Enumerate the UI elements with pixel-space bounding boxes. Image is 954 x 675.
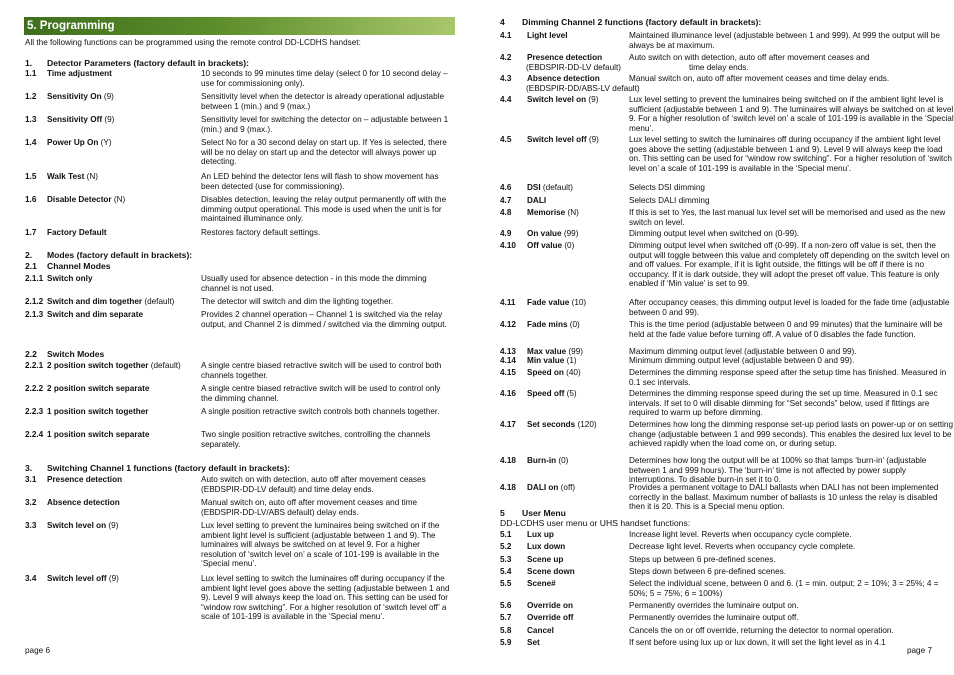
item-label: Burn-in (0)	[527, 456, 569, 465]
item-default: (10)	[569, 298, 587, 307]
item-number: 3.1	[25, 475, 37, 484]
item-description: 10 seconds to 99 minutes time delay (select 0 for 10 second delay – use for commissioning only).	[201, 69, 448, 88]
item-label: Switch only	[47, 274, 93, 283]
item-label: Cancel	[527, 626, 554, 635]
item-description: If sent before using lux up or lux down, it will set the light level as in 4.1	[629, 638, 886, 647]
item-description: Minimum dimming output level (adjustable between 0 and 99).	[629, 356, 855, 365]
item-number: 5.4	[500, 567, 512, 576]
item-label: On value (99)	[527, 229, 579, 238]
item-label: Scene up	[527, 555, 564, 564]
item-default: (N)	[111, 195, 126, 204]
item-default: (off)	[558, 483, 576, 492]
item-label: Switch level on (9)	[527, 95, 599, 104]
item-description: Auto switch on with detection, auto off after movement ceases (EBDSPIR-DD-LV default) and time delay ends.	[201, 475, 426, 494]
item-label: 2 position switch together (default)	[47, 361, 181, 370]
item-description: Manual switch on, auto off after movement ceases and time delay ends.	[629, 74, 890, 83]
item-label: Switch level off (9)	[47, 574, 119, 583]
item-label: 1 position switch together	[47, 407, 149, 416]
item-default: (9)	[102, 115, 115, 124]
item-description: Two single position retractive switches, controlling the channels separately.	[201, 430, 431, 449]
item-default: (9)	[106, 521, 119, 530]
item-number: 3.3	[25, 521, 37, 530]
item-label: 2 position switch separate	[47, 384, 150, 393]
item-label: Sensitivity Off (9)	[47, 115, 115, 124]
item-description: Selects DALI dimming	[629, 196, 710, 205]
item-description: Dimming output level when switched off (0-99). If a non-zero off value is set, then the output will toggle between this value and completely off depending on the switch level on and off values. For example, if it is light outside, the fittings will be off if there is no occupancy. If it is dark outside, they will adopt the preset off value. This feature is only enabled if ‘Min value’ is set to 99.	[629, 241, 950, 289]
item-description: Maintained illuminance level (adjustable between 1 and 999). At 999 the output will be always be at maximum.	[629, 31, 940, 50]
item-label: Switch level on (9)	[47, 521, 119, 530]
item-description: A single position retractive switch controls both channels together.	[201, 407, 440, 416]
item-label: Disable Detector (N)	[47, 195, 126, 204]
item-number: 1.3	[25, 115, 37, 124]
section-title: 5. Programming	[27, 20, 115, 32]
item-number: 4.9	[500, 229, 512, 238]
section-heading: 4 Dimming Channel 2 functions (factory default in brackets):	[500, 17, 762, 27]
intro-text: All the following functions can be programmed using the remote control DD-LCDHS handset:	[25, 38, 361, 47]
item-number: 2.2.2	[25, 384, 44, 393]
item-label: Speed off (5)	[527, 389, 577, 398]
item-label: Absence detection	[527, 74, 600, 83]
item-description: Determines how long the output will be at 100% so that lamps ‘burn-in’ (adjustable between 1 and 999 hours). The ‘burn-in’ time is not affected by power supply interruptions. To disable burn-in set it to 0.	[629, 456, 927, 485]
item-description: Lux level setting to prevent the luminaires being switched on if the ambient light level is sufficient (adjustable between 1 and 9). The luminaires will always be switched on at level 9. For a higher resolution of ‘switch level on’ a scale of 101-199 is available in the ‘Special menu’.	[629, 95, 954, 133]
item-label: Scene down	[527, 567, 575, 576]
item-description: Permanently overrides the luminaire output off.	[629, 613, 799, 622]
item-description: Lux level setting to switch the luminaires off during occupancy if the ambient light level goes above the setting (adjustable between 1 and 9). Level 9 will always keep the load on. This setting can be used for “window row switching”. For a higher resolution of ‘switch level off’ a scale of 101-199 is available in the ‘Special menu’.	[201, 574, 450, 622]
item-note: (EBDSPIR-DD-LV default)	[526, 62, 621, 72]
item-label: Switch and dim separate	[47, 310, 144, 319]
item-label: Light level	[527, 31, 568, 40]
item-description: Sensitivity level when the detector is already operational adjustable between 1 (min.) and 9 (max.)	[201, 92, 445, 111]
item-label: Lux down	[527, 542, 566, 551]
section-banner	[24, 17, 455, 35]
item-number: 4.15	[500, 368, 516, 377]
item-number: 4.12	[500, 320, 516, 329]
item-label: Presence detection	[527, 53, 603, 62]
item-description: After occupancy ceases, this dimming output level is loaded for the fade time (adjustable between 0 and 99).	[629, 298, 950, 317]
user-menu-intro: DD-LCDHS user menu or UHS handset functions:	[500, 518, 691, 528]
item-number: 1.7	[25, 228, 37, 237]
item-label: Walk Test (N)	[47, 172, 98, 181]
section-heading: 3. Switching Channel 1 functions (factory default in brackets):	[25, 463, 291, 473]
item-label: Speed on (40)	[527, 368, 581, 377]
item-label: DALI	[527, 196, 547, 205]
item-number: 4.8	[500, 208, 512, 217]
item-default: (0)	[562, 241, 575, 250]
item-number: 4.3	[500, 74, 512, 83]
item-number: 5.1	[500, 530, 512, 539]
item-number: 5.5	[500, 579, 512, 588]
item-default: (default)	[148, 361, 181, 370]
item-default: (9)	[101, 92, 114, 101]
item-label: Lux up	[527, 530, 554, 539]
item-label: DALI on (off)	[527, 483, 576, 492]
item-number: 5.7	[500, 613, 512, 622]
item-description: Steps up between 6 pre-defined scenes.	[629, 555, 776, 564]
item-label: DSI (default)	[527, 183, 573, 192]
item-number: 4.2	[500, 53, 512, 62]
item-default: (120)	[575, 420, 597, 429]
item-number: 3.4	[25, 574, 37, 583]
item-label: Override on	[527, 601, 573, 610]
item-description: Determines the dimming response speed after the setup time has finished. Measured in 0.1 sec intervals.	[629, 368, 947, 387]
item-description: If this is set to Yes, the last manual lux level set will be memorised and used as the new switch on level.	[629, 208, 946, 227]
item-description: Sensitivity level for switching the detector on – adjustable between 1 (min.) and 9 (max.).	[201, 115, 449, 134]
item-number: 4.16	[500, 389, 516, 398]
item-number: 2.2.1	[25, 361, 44, 370]
item-description: Selects DSI dimming	[629, 183, 705, 192]
item-description: An LED behind the detector lens will flash to show movement has been detected (use for commissioning).	[201, 172, 439, 191]
item-description: Manual switch on, auto off after movement ceases and time (EBDSPIR-DD-LV/ABS default) delay ends.	[201, 498, 418, 517]
item-number: 5.8	[500, 626, 512, 635]
item-description: Permanently overrides the luminaire output on.	[629, 601, 799, 610]
item-description: Disables detection, leaving the relay output permanently off with the dimming output operational. This mode is used when the unit is for maintained illuminance only.	[201, 195, 447, 224]
item-number: 4.10	[500, 241, 516, 250]
subsection-heading: 2.1 Channel Modes	[25, 261, 111, 271]
page-number: page 6	[25, 646, 51, 655]
item-description: The detector will switch and dim the lighting together.	[201, 297, 394, 306]
item-label: Fade mins (0)	[527, 320, 580, 329]
section-heading: 1. Detector Parameters (factory default in brackets):	[25, 58, 250, 68]
item-description: A single centre biased retractive switch will be used to control only the dimming channel.	[201, 384, 441, 403]
item-description: Restores factory default settings.	[201, 228, 321, 237]
item-number: 4.18	[500, 456, 516, 465]
item-number: 4.14	[500, 356, 516, 365]
item-label: Switch and dim together (default)	[47, 297, 175, 306]
item-number: 2.1.3	[25, 310, 44, 319]
item-label: Factory Default	[47, 228, 107, 237]
item-description: Lux level setting to prevent the luminaires being switched on if the ambient light level is sufficient (adjustable between 1 and 9). The luminaires will always be switched on at level 9. For a higher resolution of ‘switch level on’ a scale of 101-199 is available in the ‘Special menu’.	[201, 521, 440, 569]
item-label: Power Up On (Y)	[47, 138, 112, 147]
item-label: Fade value (10)	[527, 298, 587, 307]
item-number: 4.11	[500, 298, 516, 307]
item-label: Off value (0)	[527, 241, 575, 250]
item-description: Decrease light level. Reverts when occupancy cycle complete.	[629, 542, 856, 551]
item-number: 3.2	[25, 498, 37, 507]
item-note: time delay ends.	[689, 62, 749, 72]
item-default: (40)	[563, 368, 581, 377]
item-number: 5.9	[500, 638, 512, 647]
item-label: Absence detection	[47, 498, 120, 507]
item-description: This is the time period (adjustable between 0 and 99 minutes) that the luminaire will be held at the fade value before turning off. A value of 0 disables the fade function.	[629, 320, 943, 339]
item-number: 4.5	[500, 135, 512, 144]
item-description: Usually used for absence detection - in this mode the dimming channel is not used.	[201, 274, 427, 293]
item-default: (default)	[540, 183, 573, 192]
item-number: 1.4	[25, 138, 37, 147]
item-default: (0)	[556, 456, 569, 465]
item-note: (EBDSPIR-DD/ABS-LV default)	[526, 83, 640, 93]
item-default: (99)	[561, 229, 579, 238]
item-number: 2.1.2	[25, 297, 44, 306]
item-number: 2.1.1	[25, 274, 44, 283]
item-number: 2.2.4	[25, 430, 44, 439]
item-label: Override off	[527, 613, 574, 622]
item-default: (9)	[586, 135, 599, 144]
item-default: (Y)	[98, 138, 112, 147]
item-description: Steps down between 6 pre-defined scenes.	[629, 567, 787, 576]
item-default: (99)	[566, 347, 583, 356]
item-number: 1.6	[25, 195, 37, 204]
item-label: Set seconds (120)	[527, 420, 597, 429]
item-number: 5.6	[500, 601, 512, 610]
item-description: Provides a permanent voltage to DALI ballasts when DALI has not been implemented correctly in the ballast. Maximum number of ballasts is 10 unless the relay is disabled then it is 20. This is a Special menu option.	[629, 483, 939, 512]
item-description: Cancels the on or off override, returning the detector to normal operation.	[629, 626, 894, 635]
item-number: 4.18	[500, 483, 516, 492]
item-description: Determines the dimming response speed during the set up time. Measured in 0.1 sec intervals. If set to 0 will disable dimming for “Set seconds” below, used if fittings are required to warm up before dimming.	[629, 389, 938, 418]
item-description: Select No for a 30 second delay on start up. If Yes is selected, there will be no delay on start up and the detector will always power up detecting.	[201, 138, 447, 167]
page-number: page 7	[906, 646, 932, 655]
item-label: Memorise (N)	[527, 208, 579, 217]
item-number: 5.3	[500, 555, 512, 564]
item-description: Increase light level. Reverts when occupancy cycle complete.	[629, 530, 852, 539]
item-default: (9)	[106, 574, 119, 583]
item-description: Lux level setting to switch the luminaires off during occupancy if the ambient light level goes above the setting (adjustable between 1 and 9). Level 9 will always keep the load on. This setting can be used for “window row switching”. For a higher resolution of ‘switch level on’ a scale of 101-199 is available in the ‘Special menu’.	[629, 135, 952, 173]
subsection-heading: 2.2 Switch Modes	[25, 349, 105, 359]
item-label: Set	[527, 638, 540, 647]
item-label: Max value (99)	[527, 347, 583, 356]
item-default: (N)	[84, 172, 98, 181]
item-description: Select the individual scene, between 0 and 6. (1 = min. output; 2 = 10%; 3 = 25%; 4 = 50%; 5 = 75%; 6 = 100%)	[629, 579, 939, 598]
item-number: 2.2.3	[25, 407, 44, 416]
item-default: (N)	[565, 208, 579, 217]
item-number: 1.2	[25, 92, 37, 101]
item-number: 4.6	[500, 183, 512, 192]
item-description: Maximum dimming output level (adjustable between 0 and 99).	[629, 347, 857, 356]
item-number: 4.17	[500, 420, 516, 429]
item-number: 4.1	[500, 31, 512, 40]
item-description: A single centre biased retractive switch will be used to control both channels together.	[201, 361, 442, 380]
item-default: (9)	[586, 95, 599, 104]
item-number: 5.2	[500, 542, 512, 551]
item-number: 4.4	[500, 95, 512, 104]
item-label: 1 position switch separate	[47, 430, 150, 439]
item-description: Determines how long the dimming response set-up period lasts on power-up or on setting change (adjustable between 1 and 999 seconds). This enables the desired lux level to be achieved rapidly when the load come on, or during setup.	[629, 420, 954, 449]
item-label: Time adjustment	[47, 69, 112, 78]
item-description: Dimming output level when switched on (0-99).	[629, 229, 800, 238]
item-description: Provides 2 channel operation – Channel 1 is switched via the relay output, and Channel 2 is dimmed / switched via the dimming output.	[201, 310, 447, 329]
item-label: Scene#	[527, 579, 556, 588]
item-default: (default)	[142, 297, 175, 306]
item-label: Switch level off (9)	[527, 135, 599, 144]
item-label: Min value (1)	[527, 356, 577, 365]
item-default: (1)	[564, 356, 577, 365]
item-description: Auto switch on with detection, auto off after movement ceases and	[629, 53, 870, 62]
item-label: Sensitivity On (9)	[47, 92, 114, 101]
item-number: 1.5	[25, 172, 37, 181]
section-heading: 5 User Menu	[500, 508, 566, 518]
item-number: 4.13	[500, 347, 516, 356]
section-heading: 2. Modes (factory default in brackets):	[25, 250, 193, 260]
item-number: 1.1	[25, 69, 37, 78]
item-number: 4.7	[500, 196, 512, 205]
item-label: Presence detection	[47, 475, 123, 484]
item-default: (0)	[567, 320, 580, 329]
item-default: (5)	[564, 389, 577, 398]
